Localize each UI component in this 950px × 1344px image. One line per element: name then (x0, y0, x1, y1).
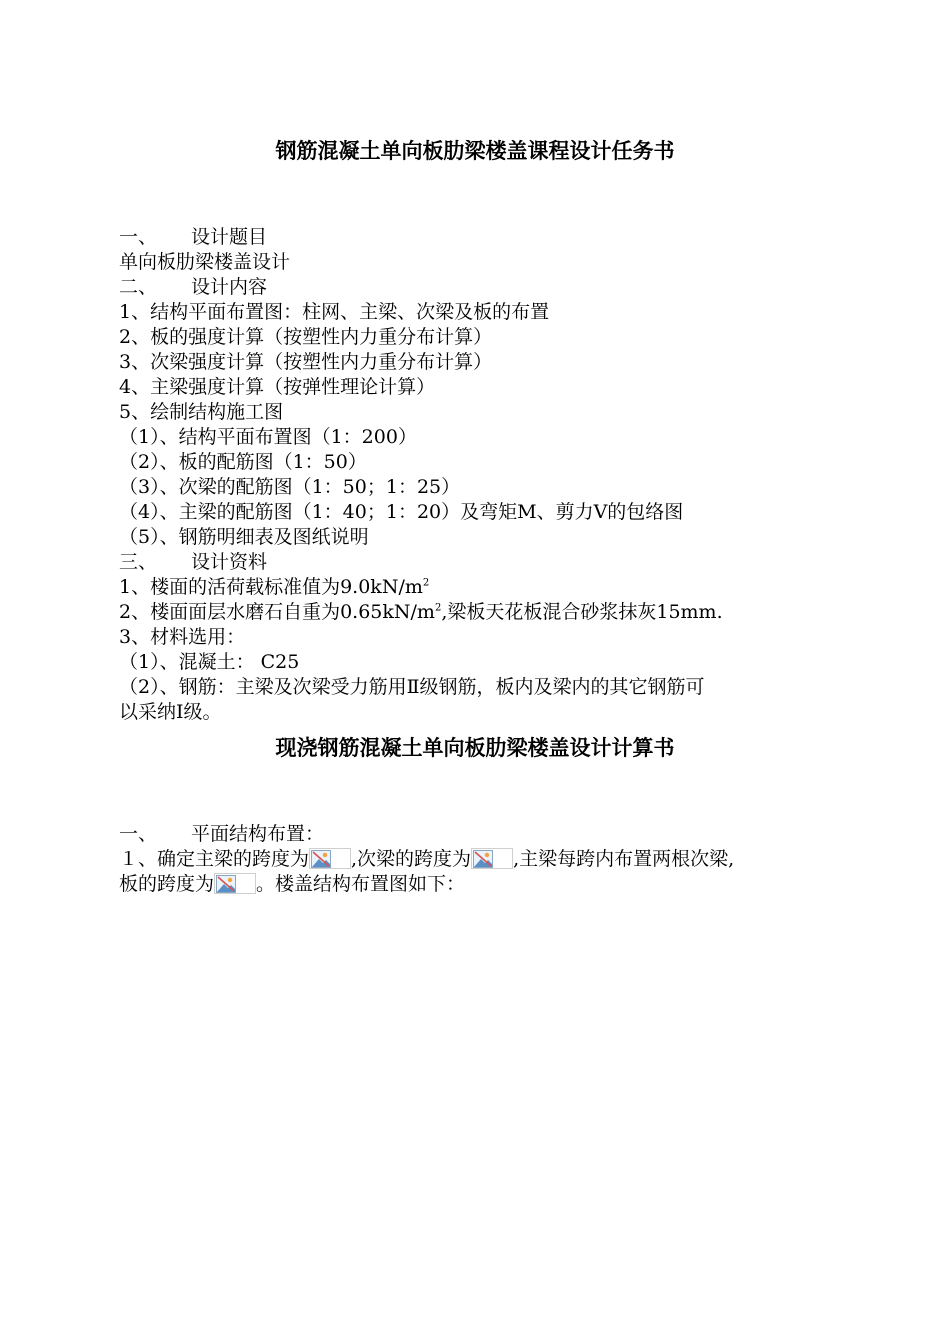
content-subitem: （1）、结构平面布置图（1：200） (119, 426, 417, 448)
calc-paragraph-1: １、确定主梁的跨度为 ,次梁的跨度为 ,主梁每跨内布置两根次梁, (119, 848, 735, 870)
section-number: 二、 (119, 276, 158, 298)
section-1-heading (119, 225, 267, 250)
section-3-heading (119, 550, 267, 575)
content-item: 5、绘制结构施工图 (119, 401, 284, 423)
data-item-materials: 3、材料选用： (119, 626, 246, 648)
section-title: 设计资料 (191, 551, 268, 573)
content-subitem: （2）、板的配筋图（1：50） (119, 451, 367, 473)
broken-image-icon (471, 848, 513, 869)
content-item: 3、次梁强度计算（按塑性内力重分布计算） (119, 351, 493, 373)
calc-book-title: 现浇钢筋混凝土单向板肋梁楼盖设计计算书 (275, 736, 675, 760)
calc-section-1-heading (119, 822, 324, 847)
content-subitem: （3）、次梁的配筋图（1：50；1：25） (119, 476, 461, 498)
section-2-heading (119, 275, 267, 300)
data-item-concrete: （1）、混凝土： C25 (119, 651, 300, 673)
content-item: 2、板的强度计算（按塑性内力重分布计算） (119, 326, 493, 348)
section-title: 平面结构布置： (191, 823, 325, 845)
broken-image-icon (309, 848, 351, 869)
data-item-steel: （2）、钢筋：主梁及次梁受力筋用Ⅱ级钢筋，板内及梁内的其它钢筋可 (119, 676, 705, 698)
section-number: 一、 (119, 226, 158, 248)
section-number: 三、 (119, 551, 158, 573)
broken-image-icon (214, 873, 256, 894)
content-item: 1、结构平面布置图：柱网、主梁、次梁及板的布置 (119, 301, 550, 323)
data-item-live-load: 1、楼面的活荷载标准值为$9.0kN/m^2$ (119, 576, 430, 598)
content-subitem: （5）、钢筋明细表及图纸说明 (119, 526, 369, 548)
data-item-surface-load: 2、楼面面层水磨石自重为$0.65kN/m^2$,梁板天花板混合砂浆抹灰15mm. (119, 601, 723, 623)
section-number: 一、 (119, 823, 158, 845)
design-topic: 单向板肋梁楼盖设计 (119, 251, 291, 273)
calc-paragraph-2: 板的跨度为 。楼盖结构布置图如下： (119, 873, 466, 895)
content-item: 4、主梁强度计算（按弹性理论计算） (119, 376, 436, 398)
content-subitem: （4）、主梁的配筋图（1：40；1：20）及弯矩M、剪力V的包络图 (119, 501, 684, 523)
data-item-steel-cont: 以采纳Ⅰ级。 (119, 701, 222, 723)
section-title: 设计题目 (191, 226, 268, 248)
task-book-title: 钢筋混凝土单向板肋梁楼盖课程设计任务书 (275, 139, 675, 163)
section-title: 设计内容 (191, 276, 268, 298)
